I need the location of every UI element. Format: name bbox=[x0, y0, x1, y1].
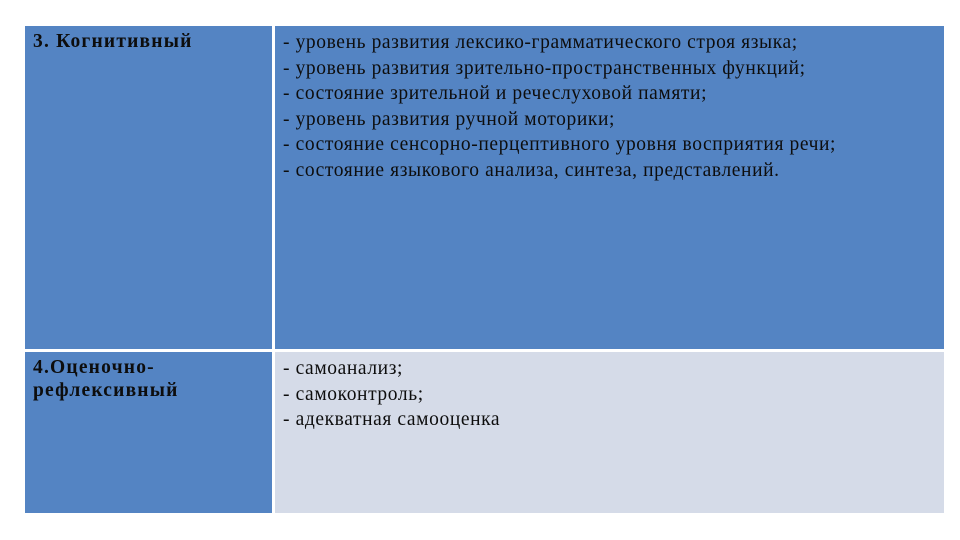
table-row bbox=[24, 25, 946, 351]
list-item: - уровень развития зрительно-пространственных функций; bbox=[283, 57, 806, 79]
criterion-cell bbox=[24, 351, 274, 515]
list-item: - уровень развития ручной моторики; bbox=[283, 108, 616, 130]
list-item: - состояние зрительной и речеслуховой памяти; bbox=[283, 83, 708, 104]
list-item: - уровень развития лексико-грамматического строя языка; bbox=[283, 32, 798, 53]
criteria-table bbox=[22, 23, 947, 516]
criterion-cell bbox=[24, 25, 274, 351]
list-item: - самоконтроль; bbox=[283, 383, 424, 405]
criterion-heading: 3. Когнитивный bbox=[33, 31, 193, 52]
list-item: - состояние языкового анализа, синтеза, представлений. bbox=[283, 159, 780, 181]
indicator-list bbox=[283, 356, 936, 433]
indicators-cell bbox=[274, 351, 946, 515]
list-item: - состояние сенсорно-перцептивного уровня восприятия речи; bbox=[283, 134, 837, 155]
table-row bbox=[24, 351, 946, 515]
criterion-heading: 4.Оценочно- рефлексивный bbox=[33, 357, 179, 401]
list-item: - самоанализ; bbox=[283, 358, 404, 379]
indicator-list bbox=[283, 30, 936, 183]
indicators-cell bbox=[274, 25, 946, 351]
list-item: - адекватная самооценка bbox=[283, 409, 501, 430]
